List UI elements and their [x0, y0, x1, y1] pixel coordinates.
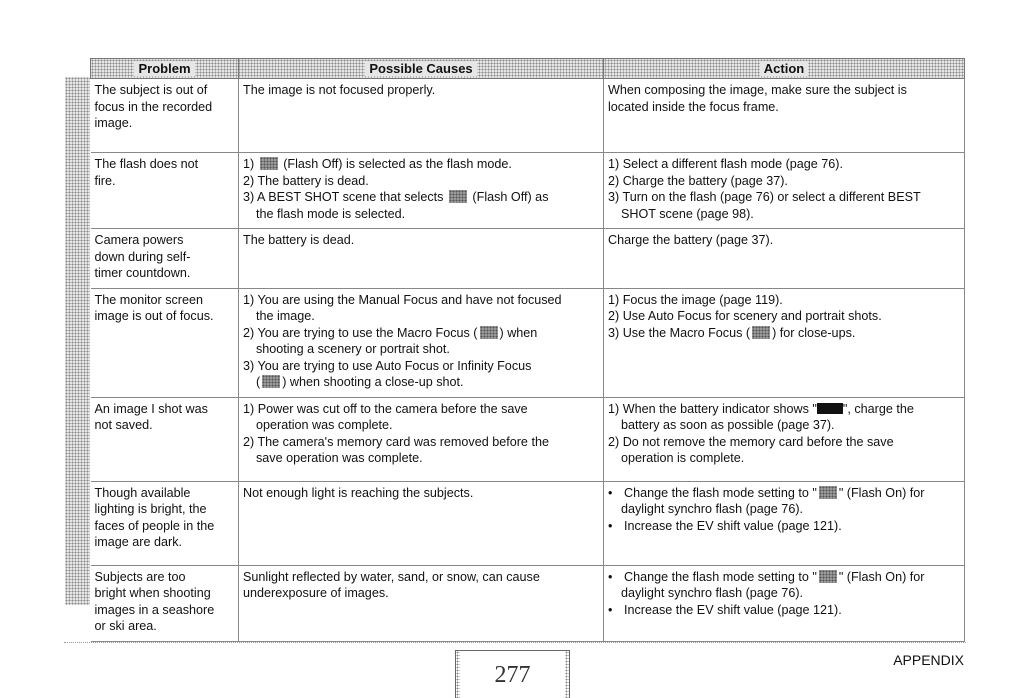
- text: The image is not focused properly.: [243, 83, 436, 97]
- text: 1) Focus the image (page 119).: [608, 292, 783, 307]
- cause-cell: [239, 79, 604, 153]
- bullet-icon: •: [608, 485, 613, 500]
- text: ) when: [499, 325, 538, 340]
- action-cell: [604, 79, 965, 153]
- problem-line: An image I shot was: [94, 401, 208, 416]
- cause-cell: [239, 229, 604, 289]
- text: battery as soon as possible (page 37).: [621, 418, 835, 432]
- action-line: [608, 173, 960, 190]
- action-line: [608, 434, 960, 451]
- flash-on-icon: [819, 570, 837, 583]
- problem-line: fire.: [94, 173, 116, 188]
- flash-on-icon: [819, 486, 837, 499]
- action-cell: [604, 481, 965, 565]
- table-row: [91, 79, 965, 153]
- text: 2) You are trying to use the Macro Focus (: [243, 325, 478, 340]
- problem-line: The subject is out of: [94, 83, 208, 97]
- problem-line: down during self-: [94, 249, 191, 264]
- problem-line: not saved.: [94, 418, 153, 432]
- cause-cell: [239, 288, 604, 397]
- macro-focus-icon: [480, 326, 498, 339]
- cause-cell: [239, 481, 604, 565]
- causes-line: [243, 417, 599, 434]
- causes-line: [243, 232, 599, 249]
- text: daylight synchro flash (page 76).: [621, 586, 804, 600]
- problem-cell: [91, 288, 239, 397]
- text: 3) You are trying to use Auto Focus or Infinity Focus: [243, 358, 532, 373]
- bullet-icon: •: [608, 518, 613, 533]
- causes-line: [243, 308, 599, 325]
- text: Change the flash mode setting to ": [624, 485, 817, 500]
- text: Increase the EV shift value (page 121).: [624, 518, 842, 533]
- text: shooting a scenery or portrait shot.: [256, 342, 450, 356]
- infinity-focus-icon: [262, 375, 280, 388]
- text: 2) Use Auto Focus for scenery and portrait shots.: [608, 309, 882, 323]
- sidebar-stipple-bar: [65, 77, 90, 605]
- causes-line: [243, 358, 599, 375]
- table-row: [91, 481, 965, 565]
- table-row: [91, 565, 965, 641]
- text: daylight synchro flash (page 76).: [621, 502, 804, 516]
- text: operation was complete.: [256, 418, 393, 432]
- text: SHOT scene (page 98).: [621, 206, 754, 221]
- action-line: [608, 325, 960, 342]
- text: Increase the EV shift value (page 121).: [624, 602, 842, 617]
- problem-line: Though available: [94, 485, 191, 500]
- table-row: [91, 229, 965, 289]
- action-line: [608, 518, 960, 535]
- text: When composing the image, make sure the subject is: [608, 83, 907, 97]
- causes-line: [243, 434, 599, 451]
- text: the image.: [256, 309, 315, 323]
- header-problem: Problem: [91, 59, 239, 79]
- table-row: [91, 153, 965, 229]
- problem-line: bright when shooting: [94, 586, 211, 600]
- causes-line: [243, 206, 599, 223]
- section-label: APPENDIX: [893, 652, 964, 668]
- text: Charge the battery (page 37).: [608, 233, 774, 247]
- causes-line: [243, 401, 599, 418]
- problem-line: Subjects are too: [94, 569, 186, 584]
- text: Not enough light is reaching the subjects.: [243, 485, 474, 500]
- text: The battery is dead.: [243, 233, 355, 247]
- text: save operation was complete.: [256, 451, 423, 465]
- text: (Flash Off) is selected as the flash mode.: [279, 157, 512, 171]
- causes-line: [243, 374, 599, 391]
- text: ) for close-ups.: [772, 325, 856, 340]
- action-line: [608, 308, 960, 325]
- flash-off-icon: [449, 190, 467, 203]
- problem-cell: [91, 397, 239, 481]
- action-line: [608, 206, 960, 223]
- cause-cell: [239, 565, 604, 641]
- cause-cell: [239, 397, 604, 481]
- causes-line: [243, 82, 599, 99]
- causes-line: [243, 173, 599, 190]
- problem-cell: [91, 565, 239, 641]
- problem-line: The flash does not: [94, 157, 199, 171]
- action-line: [608, 156, 960, 173]
- action-line: [608, 569, 960, 586]
- causes-line: [243, 156, 599, 173]
- problem-line: lighting is bright, the: [94, 502, 207, 516]
- text: 3) Use the Macro Focus (: [608, 325, 751, 340]
- text: 2) Do not remove the memory card before the save: [608, 434, 894, 449]
- problem-cell: [91, 481, 239, 565]
- causes-line: [243, 292, 599, 309]
- action-line: [608, 99, 960, 116]
- text: underexposure of images.: [243, 586, 389, 600]
- problem-cell: [91, 229, 239, 289]
- header-possible-causes: Possible Causes: [239, 59, 604, 79]
- causes-line: [243, 189, 599, 206]
- text: 1) You are using the Manual Focus and have not focused: [243, 292, 562, 307]
- text: 1) Select a different flash mode (page 76).: [608, 157, 843, 171]
- text: the flash mode is selected.: [256, 206, 406, 221]
- action-line: [608, 189, 960, 206]
- action-line: [608, 485, 960, 502]
- causes-line: [243, 585, 599, 602]
- causes-line: [243, 341, 599, 358]
- macro-focus-icon: [752, 326, 770, 339]
- text: ", charge the: [842, 401, 914, 416]
- text: located inside the focus frame.: [608, 99, 779, 114]
- footer-divider: [64, 642, 966, 643]
- action-cell: [604, 288, 965, 397]
- text: Change the flash mode setting to ": [624, 569, 817, 584]
- table-row: [91, 288, 965, 397]
- troubleshooting-table: [90, 58, 965, 642]
- action-line: [608, 401, 960, 418]
- causes-line: [243, 485, 599, 502]
- text: 1) When the battery indicator shows ": [608, 401, 817, 416]
- text: 3) Turn on the flash (page 76) or select a different BEST: [608, 190, 921, 204]
- table-header-row: [91, 59, 965, 79]
- battery-empty-icon: [817, 403, 843, 414]
- text: ) when shooting a close-up shot.: [282, 375, 464, 389]
- problem-line: or ski area.: [94, 619, 157, 633]
- causes-line: [243, 450, 599, 467]
- problem-line: timer countdown.: [94, 266, 191, 280]
- bullet-icon: •: [608, 602, 613, 617]
- problem-line: The monitor screen: [94, 292, 203, 307]
- problem-line: Camera powers: [94, 233, 184, 247]
- text: " (Flash On) for: [838, 569, 925, 584]
- table-row: [91, 397, 965, 481]
- problem-line: faces of people in the: [94, 518, 215, 533]
- problem-line: image is out of focus.: [94, 309, 214, 323]
- problem-line: image are dark.: [94, 535, 182, 549]
- text: (Flash Off) as: [468, 190, 549, 204]
- problem-line: images in a seashore: [94, 602, 215, 617]
- problem-cell: [91, 79, 239, 153]
- flash-off-icon: [260, 157, 278, 170]
- problem-cell: [91, 153, 239, 229]
- text: 3) A BEST SHOT scene that selects: [243, 190, 447, 204]
- action-line: [608, 417, 960, 434]
- text: 1) Power was cut off to the camera before the save: [243, 401, 528, 416]
- text: 2) Charge the battery (page 37).: [608, 173, 788, 188]
- action-cell: [604, 229, 965, 289]
- bullet-icon: •: [608, 569, 613, 584]
- problem-line: image.: [94, 116, 133, 130]
- cause-cell: [239, 153, 604, 229]
- text: 1): [243, 157, 258, 171]
- action-line: [608, 602, 960, 619]
- causes-line: [243, 325, 599, 342]
- action-cell: [604, 397, 965, 481]
- header-action: Action: [604, 59, 965, 79]
- action-cell: [604, 565, 965, 641]
- page-number: 277: [455, 650, 570, 698]
- action-line: [608, 585, 960, 602]
- problem-line: focus in the recorded: [94, 99, 213, 114]
- action-line: [608, 232, 960, 249]
- action-line: [608, 292, 960, 309]
- action-cell: [604, 153, 965, 229]
- text: " (Flash On) for: [838, 485, 925, 500]
- text: Sunlight reflected by water, sand, or snow, can cause: [243, 569, 540, 584]
- text: 2) The battery is dead.: [243, 173, 369, 188]
- action-line: [608, 501, 960, 518]
- text: 2) The camera's memory card was removed before the: [243, 434, 549, 449]
- action-line: [608, 82, 960, 99]
- text: (: [256, 375, 261, 389]
- causes-line: [243, 569, 599, 586]
- action-line: [608, 450, 960, 467]
- text: operation is complete.: [621, 451, 745, 465]
